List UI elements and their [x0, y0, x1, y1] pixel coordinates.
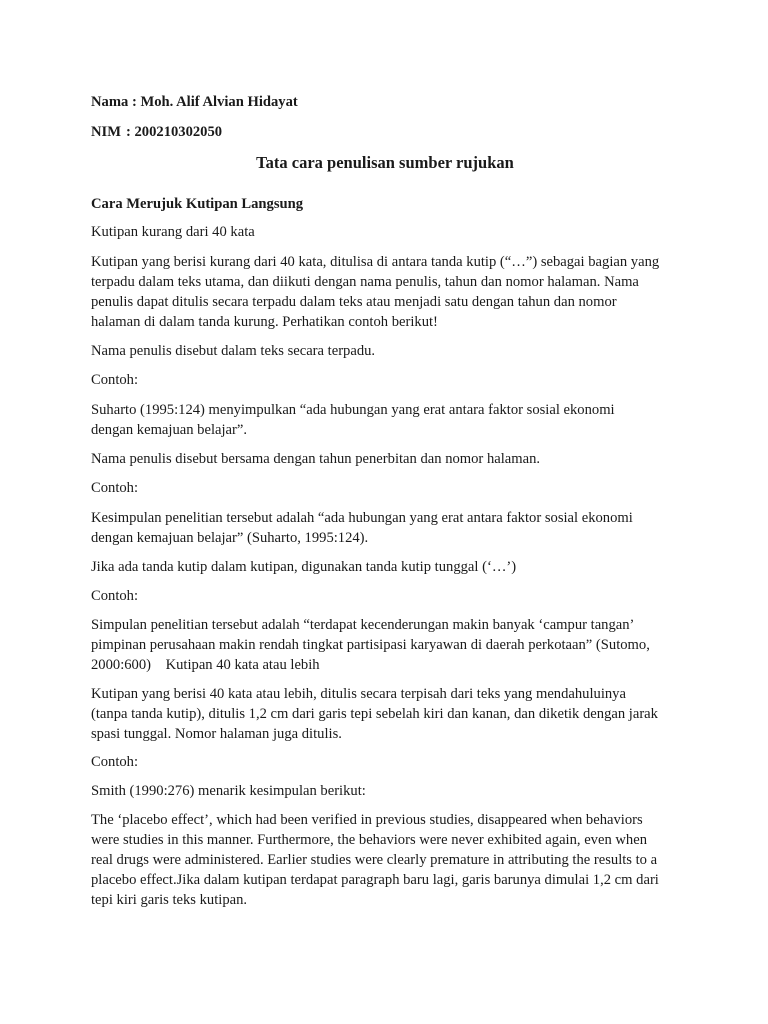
page-title: Tata cara penulisan sumber rujukan: [256, 153, 514, 172]
paragraph-line: placebo effect.Jika dalam kutipan terdapat paragraph baru lagi, garis barunya dimulai 1,2 cm dari: [91, 872, 659, 888]
paragraph-line: dengan kemajuan belajar” (Suharto, 1995:124).: [91, 530, 369, 546]
paragraph-line: Contoh:: [91, 372, 139, 388]
paragraph-line: pimpinan perusahaan makin rendah tingkat partisipasi karyawan di daerah perkotaan” (Sutomo,: [91, 637, 650, 653]
paragraph-line: Nama penulis disebut bersama dengan tahun penerbitan dan nomor halaman.: [91, 451, 541, 467]
paragraph-line: spasi tunggal. Nomor halaman juga ditulis.: [91, 726, 342, 742]
paragraph-line: real drugs were administered. Earlier studies were clearly premature in attributing the results to a: [91, 852, 658, 868]
paragraph-line: terpadu dalam teks utama, dan diikuti dengan nama penulis, tahun dan nomor halaman. Nama: [91, 274, 639, 290]
paragraph-line: (tanpa tanda kutip), ditulis 1,2 cm dari garis tepi sebelah kiri dan kanan, dan diketik dengan jarak: [91, 706, 658, 722]
paragraph-line: tepi kiri garis teks kutipan.: [91, 892, 248, 908]
nim-label: NIM: [91, 124, 121, 140]
paragraph-line: Jika ada tanda kutip dalam kutipan, digunakan tanda kutip tunggal (‘…’): [91, 559, 517, 575]
paragraph-line: Kesimpulan penelitian tersebut adalah “ada hubungan yang erat antara faktor sosial ekonomi: [91, 510, 633, 526]
paragraph-line: Kutipan yang berisi kurang dari 40 kata, ditulisa di antara tanda kutip (“…”) sebagai bagian yang: [91, 254, 660, 270]
paragraph-line: Kutipan yang berisi 40 kata atau lebih, ditulis secara terpisah dari teks yang mendahuluinya: [91, 686, 626, 702]
paragraph-line: Contoh:: [91, 588, 139, 604]
paragraph-line: Smith (1990:276) menarik kesimpulan berikut:: [91, 783, 366, 799]
nim-value: : 200210302050: [126, 124, 223, 140]
paragraph-line: Contoh:: [91, 754, 139, 770]
paragraph-line: penulis dapat ditulis secara terpadu dalam teks atau menjadi satu dengan tahun dan nomor: [91, 294, 617, 310]
student-name: Nama : Moh. Alif Alvian Hidayat: [91, 94, 298, 110]
section-heading: Cara Merujuk Kutipan Langsung: [91, 196, 304, 212]
student-nim: [91, 122, 222, 142]
paragraph-line: Kutipan kurang dari 40 kata: [91, 224, 255, 240]
paragraph-line: Simpulan penelitian tersebut adalah “terdapat kecenderungan makin banyak ‘campur tangan’: [91, 617, 635, 633]
paragraph-line: Contoh:: [91, 480, 139, 496]
paragraph-line: The ‘placebo effect’, which had been verified in previous studies, disappeared when behaviors: [91, 812, 643, 828]
paragraph-line: 2000:600) Kutipan 40 kata atau lebih: [91, 657, 320, 673]
paragraph-line: were studies in this manner. Furthermore, the behaviors were never exhibited again, even when: [91, 832, 648, 848]
paragraph-line: dengan kemajuan belajar”.: [91, 422, 247, 438]
paragraph-line: Suharto (1995:124) menyimpulkan “ada hubungan yang erat antara faktor sosial ekonomi: [91, 402, 615, 418]
paragraph-line: halaman di dalam tanda kurung. Perhatikan contoh berikut!: [91, 314, 438, 330]
paragraph-line: Nama penulis disebut dalam teks secara terpadu.: [91, 343, 376, 359]
